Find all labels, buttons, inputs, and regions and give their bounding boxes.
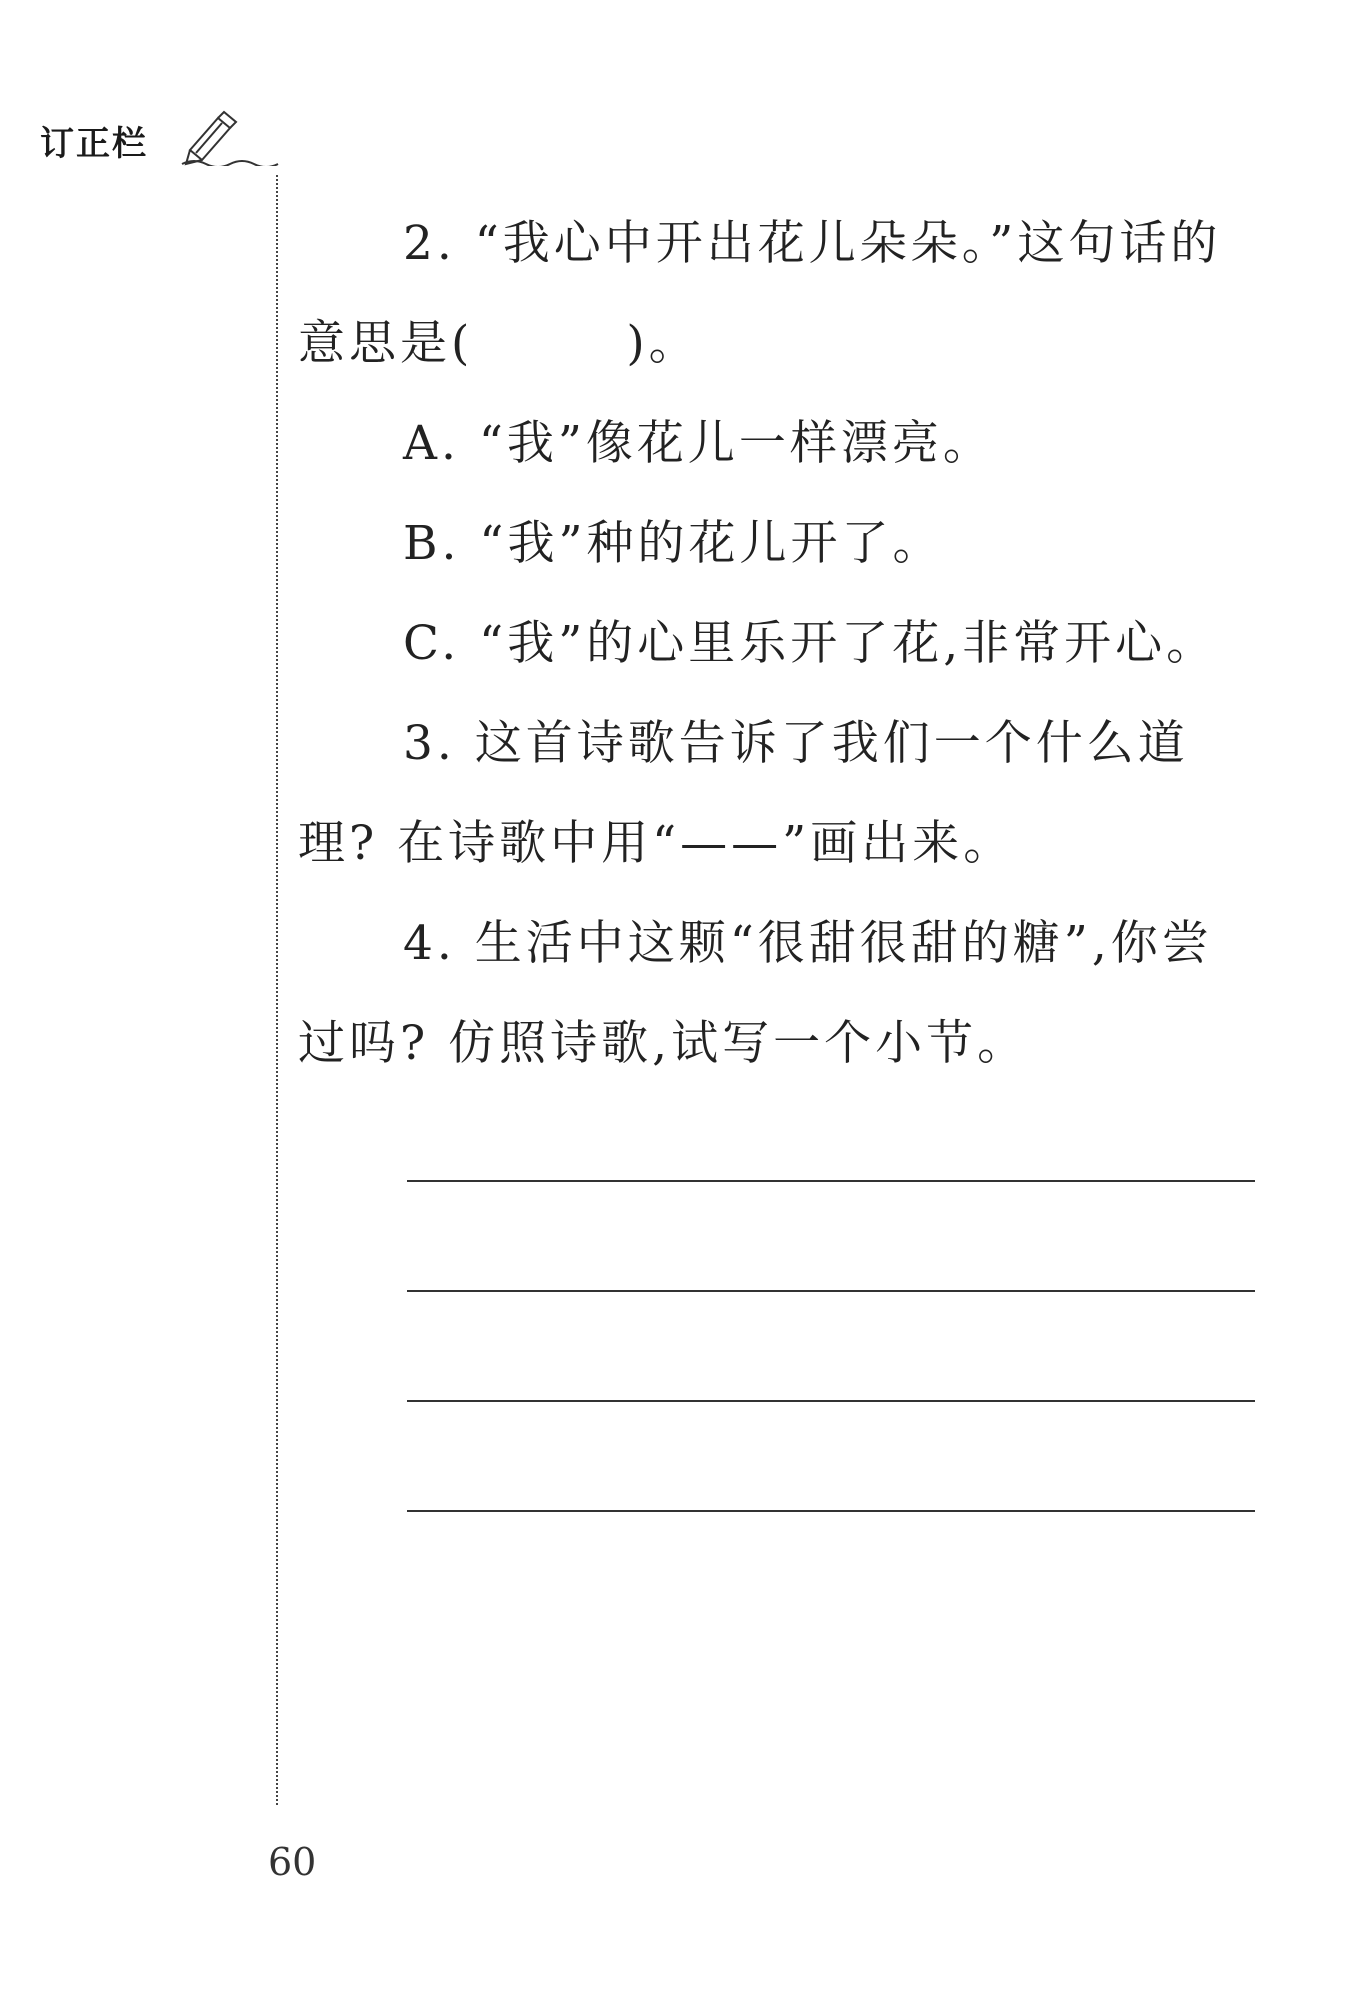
- question-3-line-1: 3. 这首诗歌告诉了我们一个什么道: [403, 716, 1189, 771]
- answer-line[interactable]: [407, 1180, 1255, 1182]
- correction-margin-title: 订正栏: [40, 124, 148, 164]
- question-4-line-2: 过吗? 仿照诗歌,试写一个小节。: [298, 1016, 1029, 1071]
- question-2-line-1: 2. “我心中开出花儿朵朵。”这句话的: [403, 216, 1222, 271]
- question-2-option-a: A. “我”像花儿一样漂亮。: [403, 416, 994, 471]
- question-2-option-c: C. “我”的心里乐开了花,非常开心。: [403, 616, 1218, 671]
- answer-line[interactable]: [407, 1290, 1255, 1292]
- correction-margin-divider: [276, 175, 278, 1805]
- question-3-line-2: 理? 在诗歌中用“——”画出来。: [298, 816, 1015, 871]
- question-2-line-2: 意思是( )。: [298, 316, 700, 371]
- correction-margin-header: [40, 110, 280, 170]
- page-number: 60: [268, 1840, 317, 1884]
- pencil-icon: [180, 110, 290, 170]
- question-4-line-1: 4. 生活中这颗“很甜很甜的糖”,你尝: [403, 916, 1213, 971]
- answer-line[interactable]: [407, 1510, 1255, 1512]
- question-2-option-b: B. “我”种的花儿开了。: [403, 516, 944, 571]
- answer-line[interactable]: [407, 1400, 1255, 1402]
